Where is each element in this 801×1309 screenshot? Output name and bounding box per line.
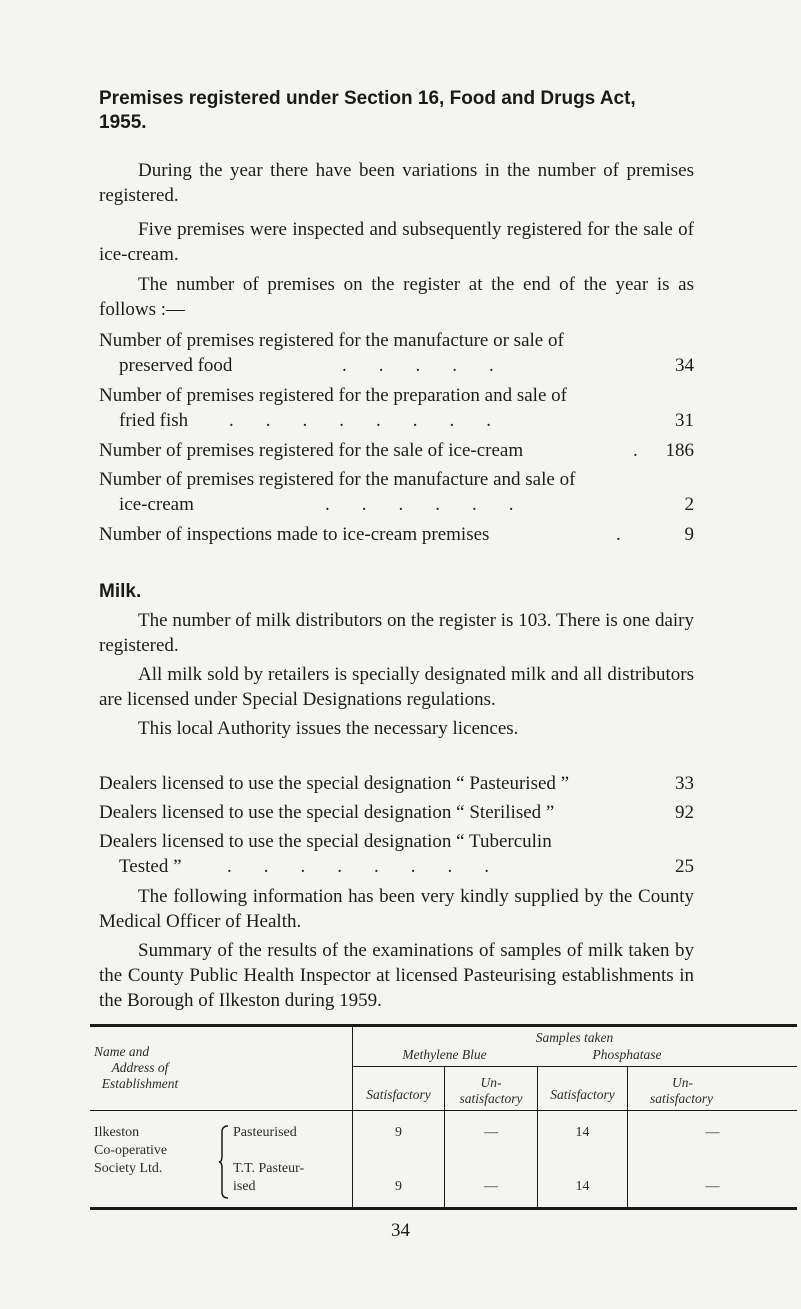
leader-dots: .: [633, 440, 638, 461]
premises-item-2-cont: [99, 408, 694, 433]
samples-table: [90, 1024, 797, 1211]
premises-heading-line2: 1955.: [99, 112, 147, 133]
premises-paragraph-1: During the year there have been variations in the number of premises registered.: [99, 160, 694, 206]
premises-item-4-text: Number of premises registered for the manufacture and sale of: [99, 469, 576, 490]
dealers-tuberculin-text: Dealers licensed to use the special designation “ Tuberculin: [99, 831, 552, 852]
premises-paragraph-3: The number of premises on the register at the end of the year is as follows :—: [99, 274, 694, 320]
table-row-2-mb-sat: 9: [395, 1179, 402, 1194]
leader-dots: ........: [227, 856, 521, 877]
table-top-rule: [90, 1024, 797, 1027]
col-name-header-line1: Name and: [94, 1044, 150, 1059]
premises-item-1-cont: [99, 353, 694, 378]
table-row-1-ph-sat: 14: [575, 1125, 590, 1140]
leader-dots: ........: [229, 410, 523, 431]
premises-item-4: [99, 467, 694, 492]
premises-item-1-text: Number of premises registered for the manufacture or sale of: [99, 330, 564, 351]
milk-paragraph-5: Summary of the results of the examinations of samples of milk taken by the County Public Health Inspector at licensed Pasteurising establishments in the Borough of Ilkeston during 1959.: [99, 940, 694, 1011]
ph-unsatisfactory-line2: satisfactory: [650, 1091, 713, 1106]
premises-item-1: [99, 328, 694, 353]
dealers-tuberculin-cont: [99, 854, 694, 879]
premises-item-1-text2: preserved food: [119, 355, 233, 376]
table-row-1-type: Pasteurised: [233, 1125, 297, 1140]
methylene-blue-header: Methylene Blue: [402, 1047, 487, 1062]
table-row-2-type-line2: ised: [233, 1179, 256, 1194]
table-row-1-mb-unsat: —: [484, 1125, 498, 1140]
leader-dots: .: [616, 524, 621, 545]
milk-paragraph-2: All milk sold by retailers is specially designated milk and all distributors are licensed under Special Designations regulations.: [99, 664, 694, 710]
brace-icon: [218, 1124, 230, 1200]
dealers-tuberculin: [99, 829, 694, 854]
mb-satisfactory-header: Satisfactory: [366, 1087, 431, 1102]
premises-paragraph-2: Five premises were inspected and subsequently registered for the sale of ice-cream.: [99, 219, 694, 265]
col-name-header: [90, 1044, 190, 1092]
mb-unsatisfactory-header: [445, 1075, 537, 1107]
premises-item-5-value: 9: [684, 524, 694, 545]
milk-paragraph-4: The following information has been very kindly supplied by the County Medical Officer of Health.: [99, 886, 694, 932]
leader-dots: .....: [342, 355, 526, 376]
premises-item-4-value: 2: [684, 494, 694, 515]
table-row-2-ph-unsat: —: [705, 1179, 720, 1194]
leader-dots: ......: [325, 494, 546, 515]
milk-paragraph-3: This local Authority issues the necessary licences.: [138, 718, 519, 739]
premises-item-1-value: 34: [675, 355, 694, 376]
dealers-sterilised: [99, 800, 694, 825]
table-row-1-ph-unsat: —: [705, 1125, 720, 1140]
establishment-line1: Ilkeston: [94, 1125, 140, 1140]
premises-item-3-value: 186: [665, 440, 694, 461]
table-row-2-mb-unsat: —: [484, 1179, 498, 1194]
premises-item-5: [99, 522, 694, 547]
table-subheader-rule: [352, 1066, 797, 1067]
mb-unsatisfactory-line2: satisfactory: [459, 1091, 523, 1106]
table-bottom-rule: [90, 1207, 797, 1210]
page-number: 34: [391, 1220, 410, 1241]
premises-item-3: [99, 438, 694, 463]
table-row-2-type-line1: T.T. Pasteur-: [233, 1161, 305, 1176]
establishment-name: [94, 1124, 214, 1178]
table-row-2-type: [233, 1160, 351, 1196]
mb-unsatisfactory-line1: Un-: [480, 1075, 502, 1090]
premises-heading: [99, 87, 699, 135]
dealers-pasteurised-text: Dealers licensed to use the special designation “ Pasteurised ”: [99, 773, 570, 794]
ph-unsatisfactory-line1: Un-: [672, 1075, 693, 1090]
premises-heading-line1: Premises registered under Section 16, Food and Drugs Act,: [99, 88, 636, 109]
table-row-1-mb-sat: 9: [395, 1125, 402, 1140]
table-row-2-ph-sat: 14: [575, 1179, 590, 1194]
dealers-sterilised-text: Dealers licensed to use the special designation “ Sterilised ”: [99, 802, 555, 823]
establishment-line2: Co-operative: [94, 1143, 168, 1158]
dealers-pasteurised-value: 33: [675, 773, 694, 794]
premises-item-2-text2: fried fish: [119, 410, 189, 431]
col-name-header-line3: Establishment: [101, 1076, 179, 1091]
dealers-tuberculin-value: 25: [675, 856, 694, 877]
premises-item-4-cont: [99, 492, 694, 517]
samples-taken-header: Samples taken: [535, 1030, 614, 1045]
premises-item-3-text: Number of premises registered for the sale of ice-cream: [99, 440, 524, 461]
col-name-header-line2: Address of: [111, 1060, 169, 1075]
premises-item-5-text: Number of inspections made to ice-cream premises: [99, 524, 490, 545]
milk-heading: Milk.: [99, 581, 142, 602]
phosphatase-header: Phosphatase: [592, 1047, 662, 1062]
establishment-line3: Society Ltd.: [94, 1161, 163, 1176]
dealers-sterilised-value: 92: [675, 802, 694, 823]
premises-item-2: [99, 383, 694, 408]
premises-item-4-text2: ice-cream: [119, 494, 194, 515]
dealers-tuberculin-text2: Tested ”: [119, 856, 182, 877]
premises-item-2-text: Number of premises registered for the preparation and sale of: [99, 385, 567, 406]
ph-satisfactory-header: Satisfactory: [550, 1087, 615, 1102]
milk-paragraph-1: The number of milk distributors on the register is 103. There is one dairy registered.: [99, 610, 694, 656]
ph-unsatisfactory-header: [628, 1075, 797, 1107]
dealers-pasteurised: [99, 771, 694, 796]
premises-item-2-value: 31: [675, 410, 694, 431]
